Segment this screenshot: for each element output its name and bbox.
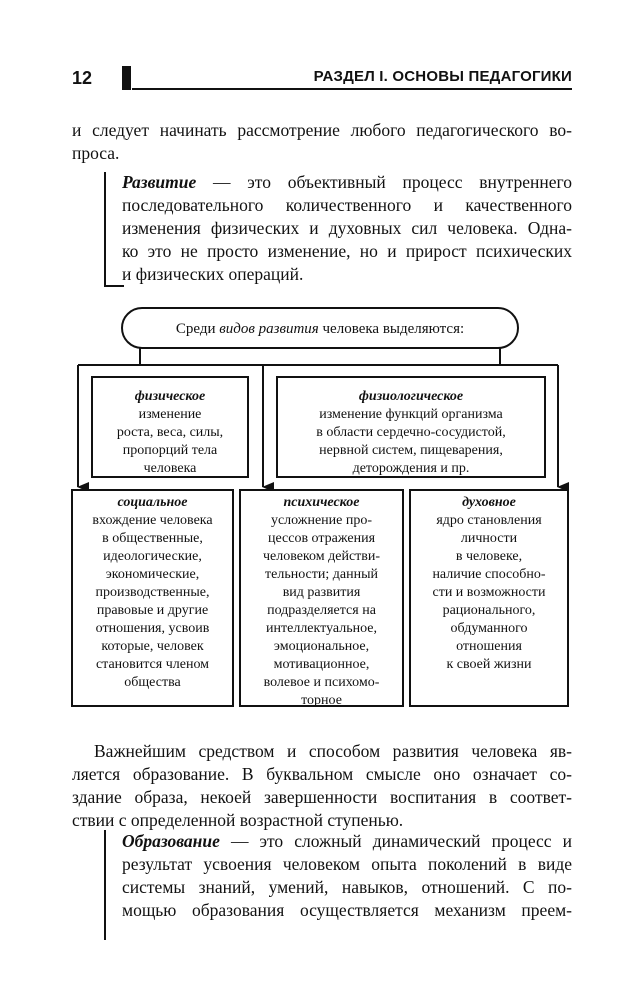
box-line: отношения xyxy=(456,639,522,654)
box-line: экономические, xyxy=(105,567,200,582)
text-line: ствии с определенной возрастной ступенью. xyxy=(72,810,404,830)
box-social-text xyxy=(72,494,233,692)
box-line: торное xyxy=(301,693,342,708)
definition-left-bar xyxy=(104,830,106,940)
text-line: и следует начинать рассмотрение любого педагогического во- xyxy=(72,120,572,140)
text-line: системы знаний, умений, навыков, отношений. С по- xyxy=(122,877,572,897)
text-line: результат усвоения человеком опыта поколений в виде xyxy=(122,854,572,874)
text-line: — это объективный процесс внутреннего xyxy=(196,172,572,192)
text-line: проса. xyxy=(72,143,120,163)
box-line: идеологические, xyxy=(103,549,202,564)
box-title: психическое xyxy=(283,495,360,510)
box-line: эмоциональное, xyxy=(273,639,370,654)
diagram-caption: Среди видов развития человека выделяются: xyxy=(175,321,465,337)
box-line: тельности; данный xyxy=(265,567,378,582)
box-line: интеллектуальное, xyxy=(266,621,377,636)
caption-italic: видов развития xyxy=(219,321,319,337)
box-line: ядро становления xyxy=(436,513,542,528)
box-line: в области сердечно-сосудистой, xyxy=(316,425,506,440)
box-line: наличие способно- xyxy=(432,567,546,582)
box-physiological-text xyxy=(277,388,545,478)
definition-education xyxy=(122,830,572,922)
box-title: физиологическое xyxy=(358,389,464,404)
definition-term: Развитие xyxy=(122,172,197,192)
box-line: производственные, xyxy=(95,585,210,600)
box-line: в человеке, xyxy=(455,549,523,564)
section-title: РАЗДЕЛ I. ОСНОВЫ ПЕДАГОГИКИ xyxy=(313,68,572,85)
box-line: рационального, xyxy=(442,603,536,618)
box-line: изменение xyxy=(138,407,202,422)
box-title: физическое xyxy=(134,389,206,404)
box-line: вхождение человека xyxy=(92,513,213,528)
box-line: мотивационное, xyxy=(273,657,370,672)
text-line: ко это не просто изменение, но и прирост психических xyxy=(122,241,572,261)
box-line: роста, веса, силы, xyxy=(116,425,224,440)
box-line: изменение функций организма xyxy=(319,407,503,422)
text-line: — это сложный динамический процесс и xyxy=(219,831,572,851)
box-line: вид развития xyxy=(282,585,361,600)
box-line: деторождения и пр. xyxy=(352,461,470,476)
box-line: пропорций тела xyxy=(122,443,218,458)
box-line: отношения, усвоив xyxy=(95,621,210,636)
box-line: человека xyxy=(143,461,197,476)
education-paragraph xyxy=(72,740,572,832)
text-line: здание образа, некоей завершенности воспитания в соответ- xyxy=(72,787,572,807)
box-line: человеком действи- xyxy=(262,549,381,564)
box-line: общества xyxy=(124,675,181,690)
box-line: правовые и другие xyxy=(96,603,209,618)
box-line: цессов отражения xyxy=(267,531,376,546)
box-title: социальное xyxy=(117,495,188,510)
box-line: волевое и психомо- xyxy=(263,675,380,690)
box-spiritual-text xyxy=(410,494,568,674)
box-line: становится членом xyxy=(95,657,210,672)
box-title: духовное xyxy=(462,495,516,510)
box-line: обдуманного xyxy=(450,621,528,636)
text-line: ляется образование. В буквальном смысле оно означает со- xyxy=(72,764,572,784)
box-line: к своей жизни xyxy=(446,657,532,672)
box-line: усложнение про- xyxy=(270,513,373,528)
box-line: которые, человек xyxy=(101,639,204,654)
box-line: сти и возможности xyxy=(432,585,546,600)
box-line: в общественные, xyxy=(102,531,203,546)
text-line: изменения физических и духовных сил человека. Одна- xyxy=(122,218,572,238)
text-line: Важнейшим средством и способом развития человека яв- xyxy=(94,741,572,761)
box-line: нервной систем, пищеварения, xyxy=(319,443,503,458)
text-line: мощью образования осуществляется механизм преем- xyxy=(122,900,572,920)
box-line: подразделяется на xyxy=(267,603,376,618)
box-psychic-text xyxy=(240,494,403,710)
definition-term: Образование xyxy=(122,831,220,851)
page-number: 12 xyxy=(72,68,93,88)
box-line: личности xyxy=(460,531,518,546)
text-line: и физических операций. xyxy=(122,264,304,284)
text-line: последовательного количественного и качественного xyxy=(122,195,572,215)
box-physical-text xyxy=(92,388,248,478)
